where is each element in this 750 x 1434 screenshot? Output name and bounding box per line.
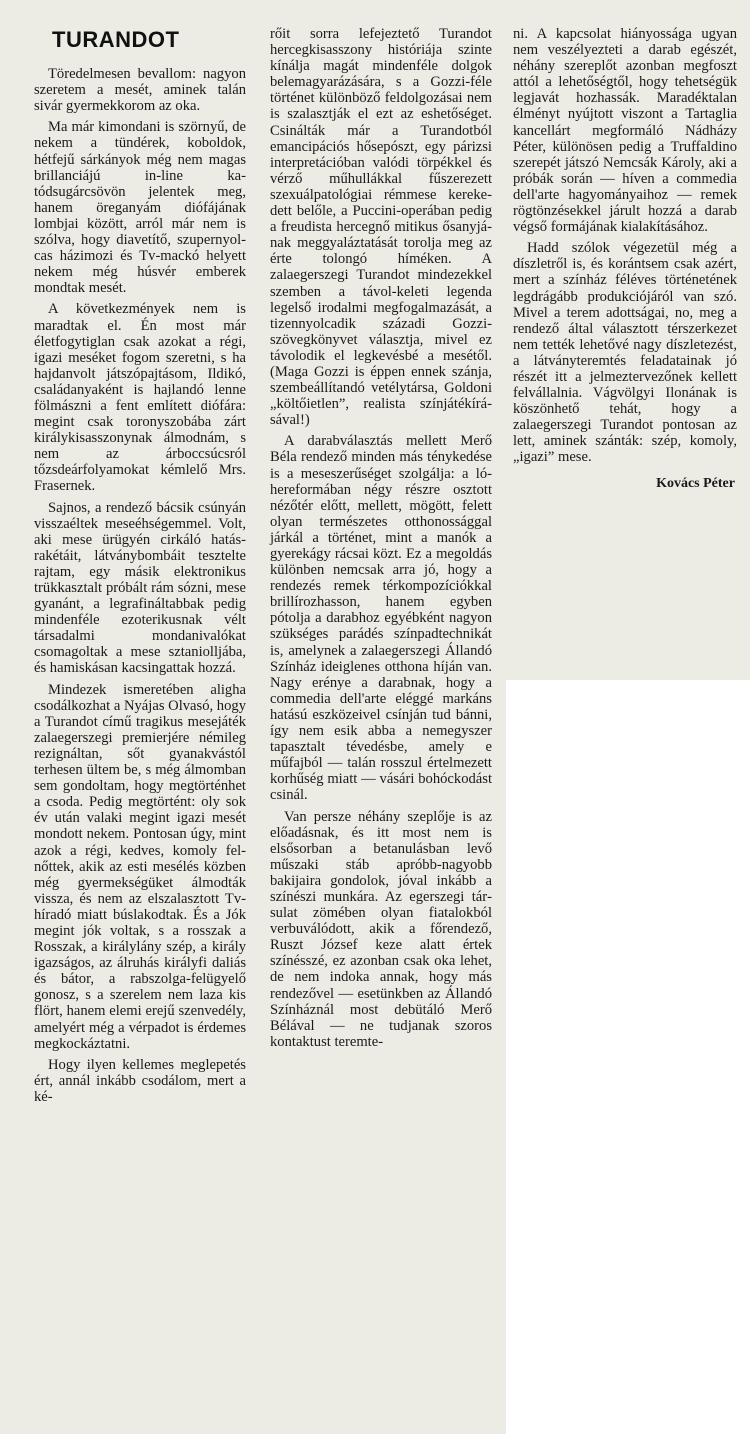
paragraph: Mindezek ismeretében aligha csodálkozhat a Nyájas Olvasó, hogy a Turandot című tragikus mesejáték zalaegerszegi premierjére némileg rezignáltan, sőt gyanakvástól terhesen ültem be, s még álmomban sem gondoltam, hogy megtörténhet a csoda. Pedig megtörtént: oly sok év után valaki megint igazi mesét mondott nekem. Pontosan úgy, mint azok a régi, kedves, komoly felnőttek, akik az esti mesélés közben még gyermekségüket álmodták vissza, és nem az elszalasztott Tv-híradó miatt búslakodtak. És a Jók megint jók voltak, s a rosszak a Rosszak, a királylány szép, a király igazságos, az álruhás királyfi daliás és bátor, a rabszolga-felügyelő gonosz, s a szerelem nem laza kis flört, hanem elemi erejű szenvedély, amelyért még a vérpadot is érdemes megkockáztatni. — [34, 681, 246, 1052]
article-column-2 — [270, 26, 492, 1055]
article-column-3 — [513, 26, 737, 492]
paragraph: rőit sorra lefejeztető Turandot hercegkisasszony históriája szinte kínálja magát mindenféle dolgok belemagyarázására, s a Gozzi-féle történet különböző feldolgozásai nem is szalasztják el ezt az eshetőséget. Csinálták már a Turandotból emancipációs hősepószt, egy párizsi interpretációban valódi törpékkel és vérző műhullákkal fűszerezett szexuálpatológiai rémmese kerekedett belőle, a Puccini-operában pedig a freudista hercegnő mitikus ősanyjának meggyaláztatását torolja meg az érte tolongó híméken. A zalaegerszegi Turandot mindezekkel szemben a távol-keleti legenda legelső irodalmi megfogalmazását, a tizennyolcadik századi Gozzi-szövegkönyvet választja, mivel ez távolodik el legkevésbé a mesétől. (Maga Gozzi is éppen ennek szánja, szembeállítandó vetélytársa, Goldoni „költőietlen”, realista színjátékírásával!) — [270, 26, 492, 429]
paragraph: Hadd szólok végezetül még a díszletről is, és korántsem csak azért, mert a színház féléves történetének legdrágább produkciójáról van szó. Mivel a terem adottságai, no, meg a rendező által választott térszerkezet nem tették lehetővé nagy díszletezést, a látványteremtés feladatainak jó részét itt a jelmeztervezőnek kellett felvállalnia. Vágvölgyi Ilonának is köszönhető tehát, hogy a zalaegerszegi Turandot pontosan az lett, aminek szánták: szép, komoly, „igazi” mese. — [513, 240, 737, 466]
author-byline: Kovács Péter — [656, 475, 735, 491]
blank-paper-area — [506, 680, 750, 1434]
paragraph: ni. A kapcsolat hiányossága ugyan nem veszélyezteti a darab egészét, néhány szereplőt azonban megfoszt attól a lehetőségtől, hogy tehetségük legjavát hozhassák. Maradéktalan élményt nyújtott viszont a Tartaglia kancellárt megformáló Nádházy Péter, különösen pedig a Truffaldino szerepét játszó Nemcsák Károly, aki a próbák során — híven a commedia dell'arte hagyományaihoz — remek rögtönzésekkel járult hozzá a darab végső formájának kialakításához. — [513, 26, 737, 236]
paragraph: A darabválasztás mellett Merő Béla rendező minden más ténykedése is a meseszerűséget szolgálja: a lóhereformában négy részre osztott nézőtér előtt, mellett, mögött, felett olyan természetes otthonossággal járkál a történet, mint a manók a gyerekágy rácsai közt. Ez a megoldás különben nemcsak arra jó, hogy a rendezés remek térkompozíciókkal brillírozhasson, hanem egyben pótolja a darabhoz egyébként nagyon szükséges parádés színpadtechnikát is, amelynek a zalaegerszegi Állandó Színház ideiglenes otthona híján van. Nagy erénye a darabnak, hogy a commedia dell'arte eléggé markáns hatású eszközeivel csínján tud bánni, így nem esik abba a nemegyszer tapasztalt tévedésbe, amely e műfajból — talán rosszul értelmezett korhűség miatt — vásári bohóckodást csinál. — [270, 433, 492, 804]
article-column-1 — [34, 22, 246, 1110]
paragraph: Töredelmesen bevallom: nagyon szeretem a mesét, aminek talán sivár gyermekkorom az oka. — [34, 66, 246, 115]
paragraph: Hogy ilyen kellemes meglepetés ért, annál inkább csodálom, mert a ké- — [34, 1056, 246, 1105]
paragraph: Ma már kimondani is szörnyű, de nekem a tündérek, koboldok, hétfejű sárkányok még nem magas brillanciájú in-line katódsugárcsövön jelentek meg, hanem öreganyám diófájának lombjai között, arról már nem is szólva, hogy diavetítő, szupernyolcas házimozi és Tv-mackó helyett nekem még húsvér emberek mondtak mesét. — [34, 119, 246, 297]
paragraph: Van persze néhány szeplője is az előadásnak, és itt most nem is elsősorban a betanulásban levő műszaki stáb apróbb-nagyobb bakijaira gondolok, jóval inkább a színészi munkára. Az egerszegi társulat zömében olyan fiatalokból verbuválódott, akik a főrendező, Ruszt József keze alatt értek színésszé, ez azonban csak oka lehet, de nem indoka annak, hogy más rendezővel — esetünkben az Állandó Színháznál most debütáló Merő Bélával — ne tudjanak szoros kontaktust teremte- — [270, 808, 492, 1050]
paragraph: Sajnos, a rendező bácsik csúnyán visszaéltek meseéhségemmel. Volt, aki mese ürügyén cirkáló hatásrakétáit, látványbombáit tesztelte rajtam, egy másik elektronikus trükkasztalt próbált rám sózni, mese gyanánt, a legrafináltabbak pedig mindenféle ezoterikusnak vélt társadalmi mondanivalókat csomagoltak a mese sztaniolljába, és hamiskásan kacsingattak hozzá. — [34, 499, 246, 677]
paragraph: A következmények nem is maradtak el. Én most már életfogytiglan csak azokat a régi, igazi meséket fogom szeretni, s ha hajdanvolt játszópajtásom, Ildikó, családanyaként is hajlandó lenne fölmászni a fent említett diófára: megint csak toronyszobába zárt királykisasszonynak álmodnám, s nem az árboccsúcsról tőzsdeárfolyamokat kémlelő Mrs. Frasernek. — [34, 301, 246, 495]
article-title: TURANDOT — [52, 27, 180, 52]
